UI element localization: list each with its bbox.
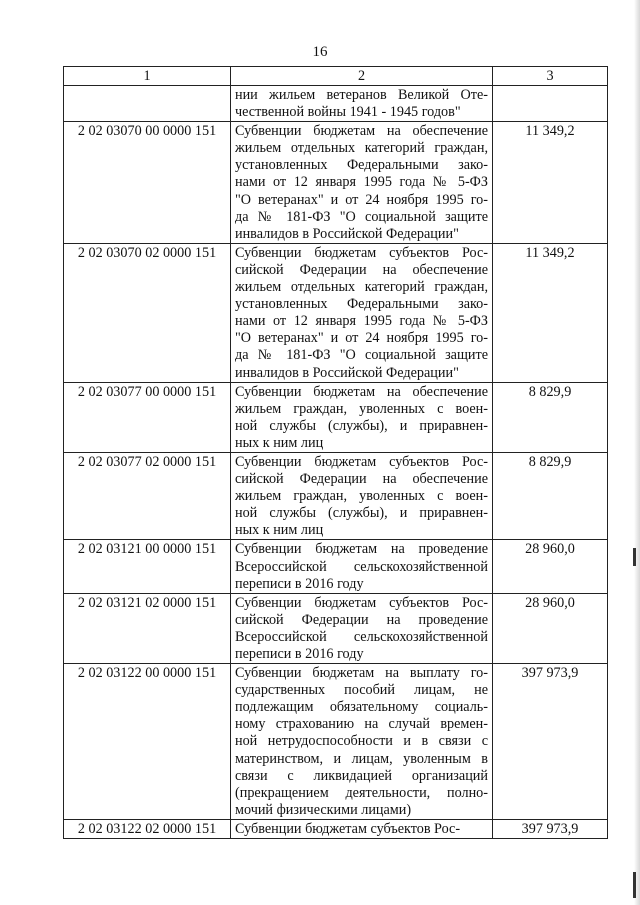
column-header-2: 2 <box>231 67 493 86</box>
income-name-line: сийской Федерации на проведение <box>235 611 488 628</box>
income-name-line: Всероссийской сельскохозяйственной <box>235 628 488 645</box>
amount-cell: 397 973,9 <box>493 819 608 838</box>
table-row <box>64 243 608 382</box>
income-name-line: сударственных пособий лицам, не <box>235 682 488 699</box>
income-name-cell <box>231 382 493 452</box>
budget-code-cell: 2 02 03121 02 0000 151 <box>64 593 231 663</box>
income-name-line: установленных Федеральными зако- <box>235 296 488 313</box>
amount-cell: 11 349,2 <box>493 122 608 244</box>
income-name-line: переписи в 2016 году <box>235 575 364 592</box>
income-name-line: сийской Федерации на обеспечение <box>235 471 488 488</box>
scan-edge <box>634 0 640 905</box>
income-name-line: Всероссийской сельскохозяйственной <box>235 558 488 575</box>
income-name-line: жильем отдельных категорий граждан, <box>235 279 488 296</box>
budget-code-cell: 2 02 03077 02 0000 151 <box>64 452 231 539</box>
table-row <box>64 540 608 593</box>
income-name-line: нами от 12 января 1995 года № 5-ФЗ <box>235 313 488 330</box>
scan-mark <box>633 872 636 898</box>
amount-cell: 8 829,9 <box>493 452 608 539</box>
column-header-1: 1 <box>64 67 231 86</box>
income-name-line: Субвенции бюджетам на обеспечение <box>235 383 488 400</box>
income-name-line: инвалидов в Российской Федерации" <box>235 364 459 381</box>
income-name-cell <box>231 452 493 539</box>
income-name-line: да № 181-ФЗ "О социальной защите <box>235 347 488 364</box>
income-name-cell <box>231 819 493 838</box>
amount-cell: 8 829,9 <box>493 382 608 452</box>
header-row <box>64 67 608 86</box>
income-name-line: ной службы (службы), и приравнен- <box>235 417 488 434</box>
income-name-cell <box>231 593 493 663</box>
budget-code-cell: 2 02 03077 00 0000 151 <box>64 382 231 452</box>
amount-cell <box>493 86 608 122</box>
amount-cell: 28 960,0 <box>493 540 608 593</box>
income-name-cell <box>231 86 493 122</box>
income-name-line: "О ветеранах" и от 24 ноября 1995 го- <box>235 330 488 347</box>
income-name-line: переписи в 2016 году <box>235 646 364 662</box>
income-name-line: мочий физическими лицами) <box>235 801 412 818</box>
income-name-line: установленных Федеральными зако- <box>235 157 488 174</box>
income-name-line: "О ветеранах" и от 24 ноября 1995 го- <box>235 191 488 208</box>
income-name-line: нии жильем ветеранов Великой Оте- <box>235 87 488 103</box>
budget-code-cell <box>64 86 231 122</box>
column-header-3: 3 <box>493 67 608 86</box>
income-name-line: Субвенции бюджетам на обеспечение <box>235 123 488 140</box>
income-name-line: подлежащим обязательному социаль- <box>235 699 488 716</box>
table-row <box>64 819 608 838</box>
income-name-cell <box>231 122 493 244</box>
income-name-line: жильем отдельных категорий граждан, <box>235 140 488 157</box>
income-name-line: Субвенции бюджетам субъектов Рос- <box>235 820 461 837</box>
income-name-line: Субвенции бюджетам на выплату го- <box>235 665 488 682</box>
budget-table <box>63 66 608 839</box>
income-name-line: ной службы (службы), и приравнен- <box>235 505 488 522</box>
page-number: 16 <box>312 44 328 60</box>
budget-code-cell: 2 02 03121 00 0000 151 <box>64 540 231 593</box>
budget-code-cell: 2 02 03070 00 0000 151 <box>64 122 231 244</box>
amount-cell: 11 349,2 <box>493 243 608 382</box>
income-name-line: связи с ликвидацией организаций <box>235 767 488 784</box>
income-name-line: Субвенции бюджетам субъектов Рос- <box>235 244 488 261</box>
income-name-line: материнством, и лицам, уволенным в <box>235 750 488 767</box>
budget-code-cell: 2 02 03122 02 0000 151 <box>64 819 231 838</box>
income-name-line: да № 181-ФЗ "О социальной защите <box>235 208 488 225</box>
table-row <box>64 86 608 122</box>
table-row <box>64 664 608 820</box>
income-name-line: (прекращением деятельности, полно- <box>235 784 488 801</box>
income-name-line: Субвенции бюджетам субъектов Рос- <box>235 594 488 611</box>
income-name-cell <box>231 664 493 820</box>
income-name-line: инвалидов в Российской Федерации" <box>235 225 459 242</box>
budget-code-cell: 2 02 03070 02 0000 151 <box>64 243 231 382</box>
income-name-line: нами от 12 января 1995 года № 5-ФЗ <box>235 174 488 191</box>
table-row <box>64 593 608 663</box>
table-row <box>64 122 608 244</box>
table-row <box>64 452 608 539</box>
income-name-line: чественной войны 1941 - 1945 годов" <box>235 104 461 121</box>
income-name-line: жильем граждан, уволенных с воен- <box>235 488 488 505</box>
income-name-line: ных к ним лиц <box>235 522 324 539</box>
amount-cell: 397 973,9 <box>493 664 608 820</box>
table-row <box>64 382 608 452</box>
income-name-line: Субвенции бюджетам на проведение <box>235 541 488 558</box>
income-name-line: ных к ним лиц <box>235 434 324 451</box>
scan-mark <box>633 548 636 566</box>
income-name-line: ному страхованию на случай времен- <box>235 716 488 733</box>
income-name-line: сийской Федерации на обеспечение <box>235 261 488 278</box>
budget-code-cell: 2 02 03122 00 0000 151 <box>64 664 231 820</box>
income-name-line: жильем граждан, уволенных с воен- <box>235 400 488 417</box>
income-name-cell <box>231 540 493 593</box>
income-name-line: ной нетрудоспособности и в связи с <box>235 733 488 750</box>
income-name-cell <box>231 243 493 382</box>
amount-cell: 28 960,0 <box>493 593 608 663</box>
income-name-line: Субвенции бюджетам субъектов Рос- <box>235 453 488 470</box>
